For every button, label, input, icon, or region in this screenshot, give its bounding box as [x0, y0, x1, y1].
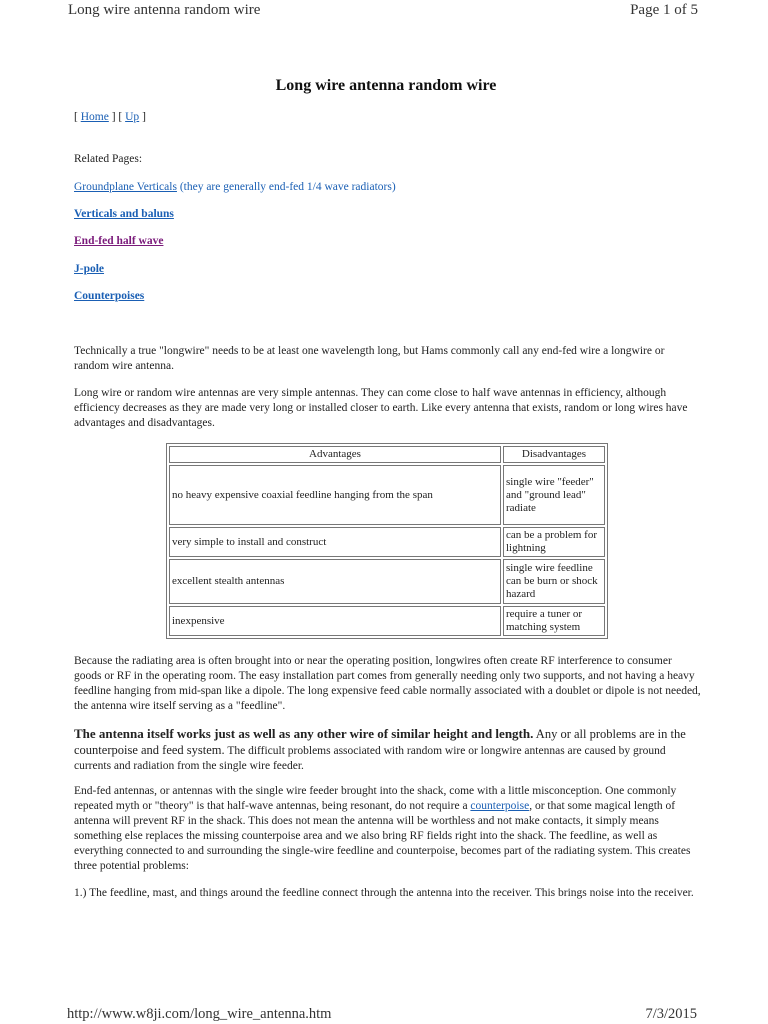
table-cell: single wire feedline can be burn or shock hazard [503, 559, 605, 604]
counterpoises-link[interactable]: Counterpoises [74, 290, 145, 302]
related-heading: Related Pages: [74, 153, 143, 165]
misconception-paragraph [74, 784, 702, 874]
paragraph-text: The difficult problems associated with random wire or longwire antennas are caused by ground currents and radiation from the single wire feeder. [74, 745, 666, 772]
advantages-table [166, 443, 608, 639]
column-header: Advantages [169, 446, 501, 463]
antenna-works-paragraph [74, 726, 702, 774]
related-item [74, 234, 163, 249]
table-cell: inexpensive [169, 606, 501, 636]
print-footer-date: 7/3/2015 [645, 1006, 697, 1022]
paragraph-text: End-fed antennas, or antennas with the single wire feeder brought into the shack, come with a little misconception. One commonly repeated myth or "theory" is that half-wave antennas, being resonant, do not require a [74, 785, 677, 812]
up-link[interactable]: Up [125, 111, 140, 123]
table-cell: excellent stealth antennas [169, 559, 501, 604]
page-title: Long wire antenna random wire [275, 77, 497, 94]
table-cell: single wire "feeder" and "ground lead" radiate [503, 465, 605, 525]
verticals-and-baluns-link[interactable]: Verticals and baluns [74, 208, 174, 220]
print-footer-url: http://www.w8ji.com/long_wire_antenna.htm [67, 1006, 332, 1022]
table-cell: no heavy expensive coaxial feedline hanging from the span [169, 465, 501, 525]
intro-paragraph: Technically a true "longwire" needs to be at least one wavelength long, but Hams commonly call any end-fed wire a longwire or random wire antenna. [74, 345, 665, 372]
nav-bracket: ] [139, 111, 146, 123]
groundplane-verticals-link[interactable]: Groundplane Verticals [74, 181, 177, 193]
table-row [169, 465, 605, 525]
j-pole-link[interactable]: J-pole [74, 263, 105, 275]
related-item [74, 207, 174, 222]
related-item [74, 180, 396, 195]
table-row [169, 559, 605, 604]
table-row [169, 527, 605, 557]
table-row [169, 606, 605, 636]
table-cell: require a tuner or matching system [503, 606, 605, 636]
emphasis-text: The antenna itself works just as well as any other wire of similar height and length. [74, 726, 534, 741]
rf-interference-paragraph: Because the radiating area is often brought into or near the operating position, longwires often create RF interference to consumer goods or RF in the operating room. The easy installation part comes from generally needing only two supports, and not having a heavy feedline hanging from mid-span like a dipole. The long expensive feed cable normally associated with a doublet or dipole is not needed, the antenna wire itself serving as a "feedline". [74, 655, 701, 712]
breadcrumb [74, 110, 146, 125]
problem-one-paragraph: 1.) The feedline, mast, and things around the feedline connect through the antenna into the receiver. This brings noise into the receiver. [74, 887, 694, 899]
column-header: Disadvantages [503, 446, 605, 463]
end-fed-half-wave-link[interactable]: End-fed half wave [74, 235, 164, 247]
nav-bracket: ] [ [108, 111, 126, 123]
counterpoise-link[interactable]: counterpoise [470, 800, 530, 812]
home-link[interactable]: Home [80, 111, 109, 123]
emphasis-continuation: Any or all problems are in the counterpoise and feed system. [74, 727, 686, 757]
print-header-title: Long wire antenna random wire [68, 2, 261, 18]
related-item [74, 262, 104, 277]
overview-paragraph: Long wire or random wire antennas are very simple antennas. They can come close to half wave antennas in efficiency, although efficiency decreases as they are made very long or installed closer to earth. Like every antenna that exists, random or long wires have advantages and disadvantages. [74, 387, 688, 429]
table-header-row [169, 446, 605, 463]
nav-bracket: [ [74, 111, 81, 123]
related-item [74, 289, 144, 304]
print-header-page-number: Page 1 of 5 [630, 2, 698, 18]
paragraph-text: , or that some magical length of antenna will prevent RF in the shack. This does not mean the antenna will be worthless and not make contacts, it simply means something else replaces the missing counterpoise area and we also bring RF fields right into the shack. The feedline, as well as everything connected to and surrounding the single-wire feedline and counterpoise, becomes part of the radiating system. This creates three potential problems: [74, 800, 691, 872]
table-cell: can be a problem for lightning [503, 527, 605, 557]
related-item-note: (they are generally end-fed 1/4 wave radiators) [176, 181, 396, 193]
table-cell: very simple to install and construct [169, 527, 501, 557]
